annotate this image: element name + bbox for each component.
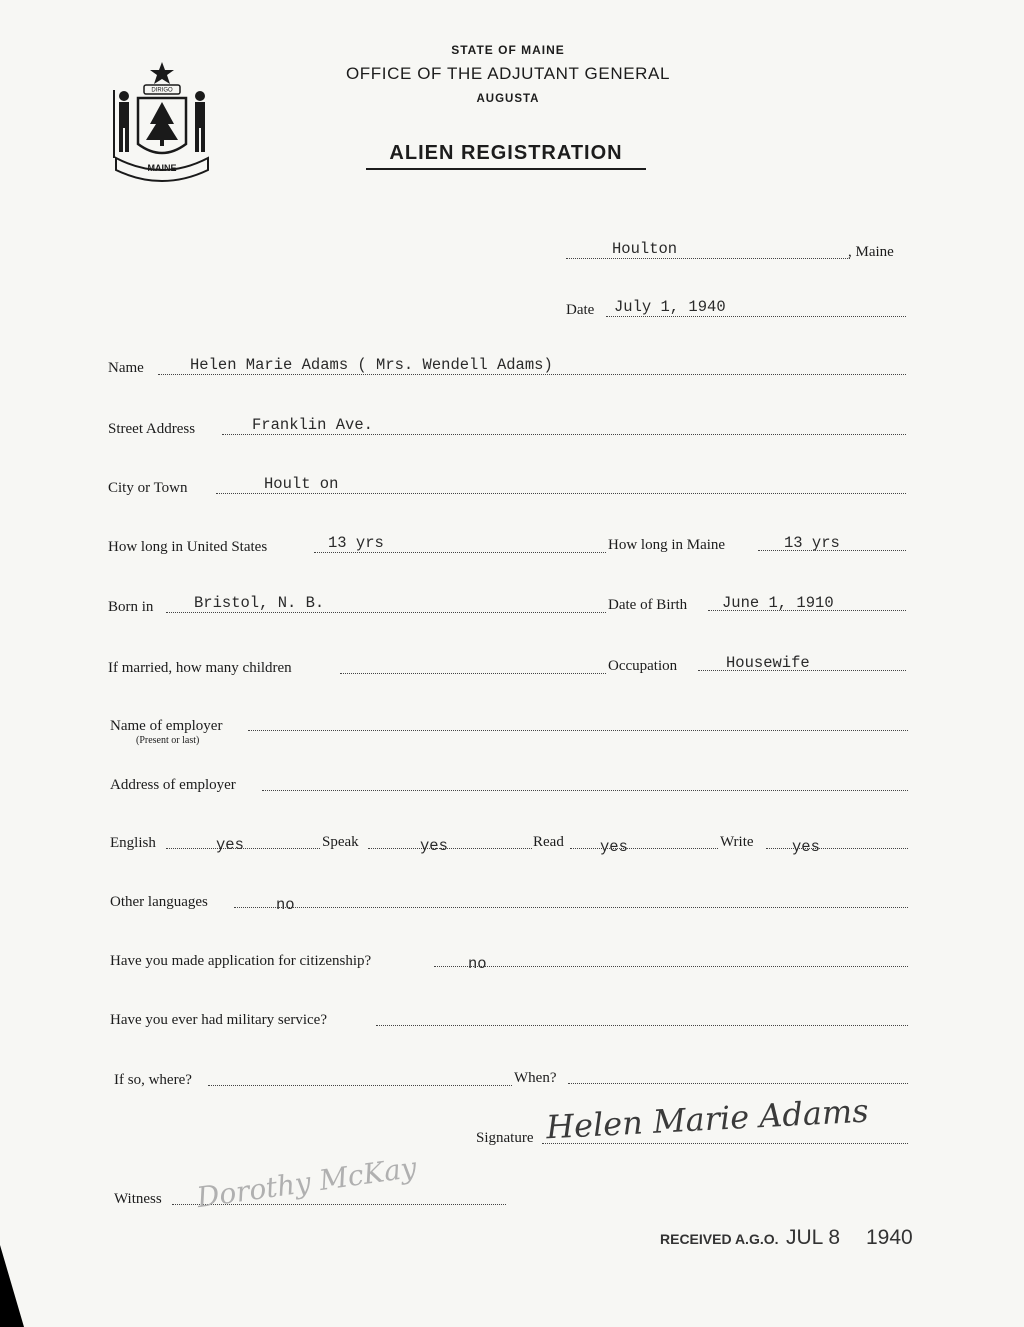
city-line	[216, 493, 906, 494]
speak-value: yes	[420, 837, 448, 855]
form-title: ALIEN REGISTRATION	[366, 142, 646, 170]
write-label: Write	[720, 834, 754, 850]
date-line	[606, 316, 906, 317]
street-line	[222, 434, 906, 435]
employer-address-line	[262, 790, 908, 791]
place-line	[566, 258, 850, 259]
date-label: Date	[566, 302, 595, 318]
us-duration-label: How long in United States	[108, 539, 268, 555]
citizenship-value: no	[468, 955, 487, 973]
other-languages-label: Other languages	[110, 894, 208, 910]
write-line	[766, 848, 908, 849]
street-label: Street Address	[108, 421, 196, 437]
born-value: Bristol, N. B.	[194, 594, 325, 612]
children-label: If married, how many children	[108, 660, 292, 676]
employer-line	[248, 730, 908, 731]
header-office: OFFICE OF THE ADJUTANT GENERAL	[345, 64, 671, 83]
street-value: Franklin Ave.	[252, 416, 373, 434]
read-value: yes	[600, 838, 628, 856]
seal-motto: DIRIGO	[151, 87, 173, 94]
where-label: If so, where?	[114, 1072, 192, 1088]
read-label: Read	[533, 834, 564, 850]
employer-sublabel: (Present or last)	[136, 735, 200, 746]
page-corner-shadow	[0, 1245, 24, 1327]
other-languages-line	[234, 907, 908, 908]
name-label: Name	[108, 360, 144, 376]
when-label: When?	[514, 1070, 557, 1086]
occupation-value: Housewife	[726, 654, 810, 672]
received-stamp-date: JUL 8	[786, 1226, 841, 1249]
place-value: Houlton	[612, 240, 678, 258]
city-value: Hoult on	[264, 475, 339, 493]
witness-label: Witness	[114, 1191, 162, 1207]
header-city: AUGUSTA	[476, 93, 540, 105]
write-value: yes	[792, 838, 820, 856]
date-value: July 1, 1940	[614, 298, 726, 316]
military-line	[376, 1025, 908, 1026]
header-state: STATE OF MAINE	[451, 43, 565, 57]
name-line	[158, 374, 906, 375]
seal-banner: MAINE	[147, 163, 177, 173]
maine-duration-label: How long in Maine	[608, 537, 726, 553]
maine-duration-value: 13 yrs	[784, 534, 840, 552]
english-value: yes	[216, 836, 244, 854]
received-stamp-year: 1940	[866, 1226, 913, 1249]
place-suffix: , Maine	[848, 244, 894, 260]
speak-line	[368, 848, 532, 849]
read-line	[570, 848, 718, 849]
received-stamp-text: RECEIVED A.G.O.	[660, 1231, 779, 1247]
where-line	[208, 1085, 512, 1086]
city-label: City or Town	[108, 480, 188, 496]
dob-label: Date of Birth	[608, 597, 688, 613]
military-label: Have you ever had military service?	[110, 1012, 327, 1028]
english-label: English	[110, 835, 156, 851]
citizenship-label: Have you made application for citizenship?	[110, 953, 372, 969]
citizenship-line	[434, 966, 908, 967]
signature-value: Helen Marie Adams	[545, 1091, 870, 1147]
when-line	[568, 1083, 908, 1084]
employer-label: Name of employer	[110, 718, 223, 734]
occupation-label: Occupation	[608, 658, 678, 674]
other-languages-value: no	[276, 896, 295, 914]
born-label: Born in	[108, 599, 154, 615]
born-line	[166, 612, 606, 613]
signature-label: Signature	[476, 1130, 534, 1146]
children-line	[340, 673, 606, 674]
us-duration-line	[314, 552, 606, 553]
speak-label: Speak	[322, 834, 359, 850]
employer-address-label: Address of employer	[110, 777, 236, 793]
dob-value: June 1, 1910	[722, 594, 834, 612]
us-duration-value: 13 yrs	[328, 534, 384, 552]
name-value: Helen Marie Adams ( Mrs. Wendell Adams)	[190, 356, 553, 374]
witness-value: Dorothy McKay	[194, 1150, 419, 1215]
state-seal-icon	[108, 58, 216, 184]
